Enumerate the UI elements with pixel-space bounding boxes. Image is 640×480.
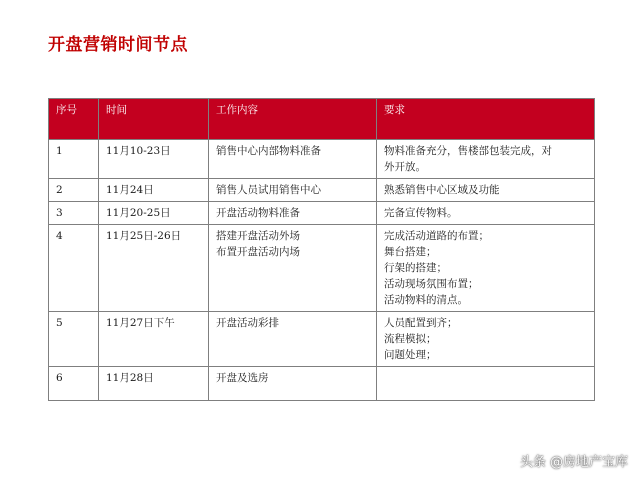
cell-requirement <box>377 202 595 225</box>
cell-requirement <box>377 179 595 202</box>
cell-requirement <box>377 312 595 367</box>
requirement-line: 外开放。 <box>384 161 426 173</box>
content-line: 开盘及选房 <box>216 372 269 384</box>
page-title: 开盘营销时间节点 <box>48 35 188 55</box>
header-no: 序号 <box>49 99 99 140</box>
content-line: 销售中心内部物料准备 <box>216 145 321 157</box>
requirement-line: 问题处理； <box>384 349 437 361</box>
requirement-line: 舞台搭建； <box>384 246 437 258</box>
header-time: 时间 <box>99 99 209 140</box>
header-content: 工作内容 <box>209 99 377 140</box>
cell-time: 11月10-23日 <box>99 140 209 179</box>
cell-time: 11月27日下午 <box>99 312 209 367</box>
cell-content <box>209 140 377 179</box>
content-line: 开盘活动物料准备 <box>216 207 300 219</box>
requirement-line: 完备宣传物料。 <box>384 207 458 219</box>
cell-time: 11月24日 <box>99 179 209 202</box>
cell-content <box>209 367 377 401</box>
cell-time: 11月20-25日 <box>99 202 209 225</box>
table-row <box>49 367 595 401</box>
requirement-line: 活动现场氛围布置； <box>384 278 479 290</box>
cell-requirement <box>377 367 595 401</box>
table-row <box>49 140 595 179</box>
content-line: 搭建开盘活动外场 <box>216 230 300 242</box>
content-line: 布置开盘活动内场 <box>216 246 300 258</box>
header-requirement: 要求 <box>377 99 595 140</box>
table-header-row <box>49 99 595 140</box>
requirement-line: 行架的搭建； <box>384 262 447 274</box>
table-row <box>49 225 595 312</box>
cell-content <box>209 312 377 367</box>
requirement-line: 熟悉销售中心区域及功能 <box>384 184 500 196</box>
requirement-line: 完成活动道路的布置； <box>384 230 489 242</box>
cell-no: 3 <box>49 202 99 225</box>
cell-time: 11月25日-26日 <box>99 225 209 312</box>
content-line: 开盘活动彩排 <box>216 317 279 329</box>
cell-no: 5 <box>49 312 99 367</box>
cell-requirement <box>377 140 595 179</box>
requirement-line: 人员配置到齐； <box>384 317 458 329</box>
cell-content <box>209 202 377 225</box>
cell-requirement <box>377 225 595 312</box>
cell-no: 1 <box>49 140 99 179</box>
requirement-line: 流程模拟； <box>384 333 437 345</box>
cell-content <box>209 179 377 202</box>
cell-time: 11月28日 <box>99 367 209 401</box>
table-row <box>49 202 595 225</box>
cell-content <box>209 225 377 312</box>
cell-no: 2 <box>49 179 99 202</box>
requirement-line: 物料准备充分，售楼部包装完成，对 <box>384 145 552 157</box>
watermark: 头条 @房地产宝库 <box>519 455 628 470</box>
requirement-line: 活动物料的清点。 <box>384 294 468 306</box>
table-row <box>49 179 595 202</box>
cell-no: 6 <box>49 367 99 401</box>
content-line: 销售人员试用销售中心 <box>216 184 321 196</box>
cell-no: 4 <box>49 225 99 312</box>
table-row <box>49 312 595 367</box>
schedule-table <box>48 98 595 401</box>
